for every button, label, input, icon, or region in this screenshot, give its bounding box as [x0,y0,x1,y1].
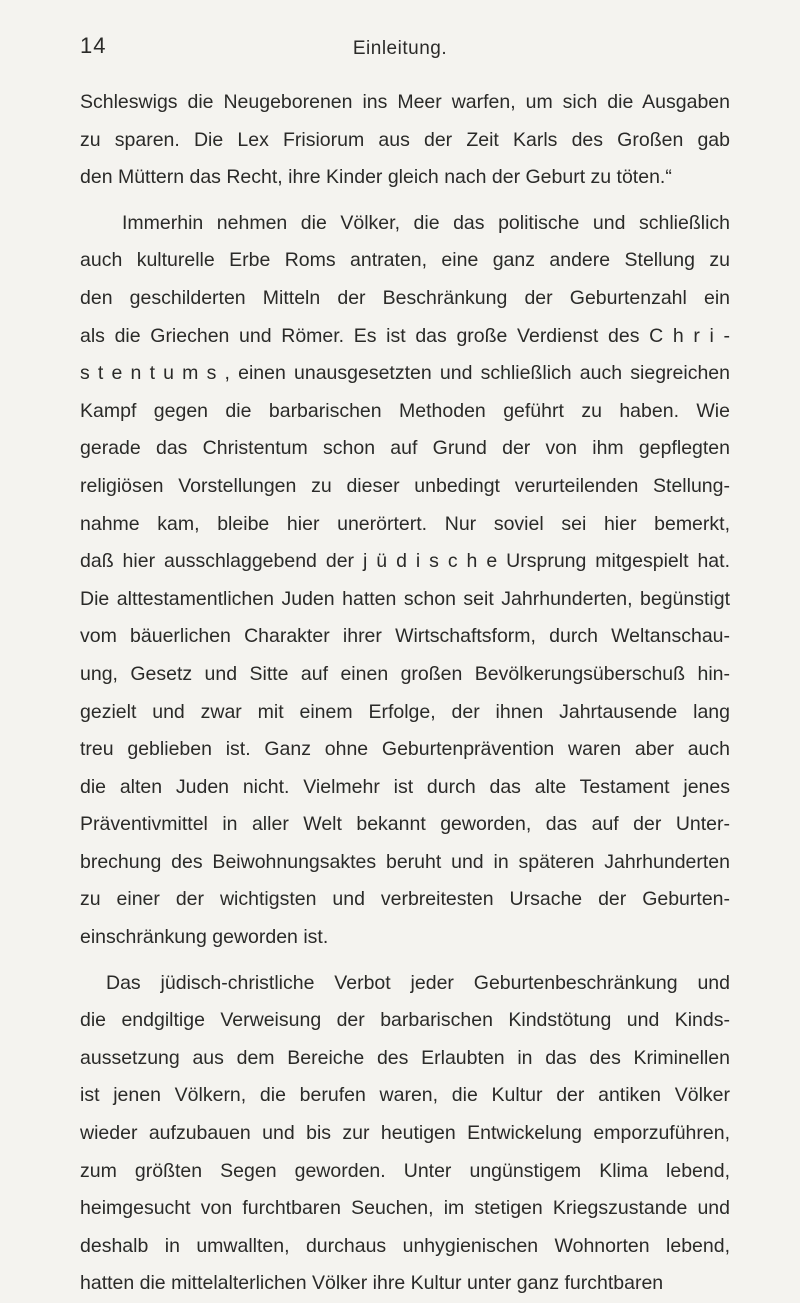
paragraph [80,84,730,197]
text-line: Immerhin nehmen die Völker, die das politische und schließlich [122,211,730,234]
text-line: zu einer der wichtigsten und verbreitesten Ursache der Geburten- [80,888,730,911]
text-line: vom bäuerlichen Charakter ihrer Wirtschaftsform, durch Weltanschau- [80,625,730,648]
text-line: Kampf gegen die barbarischen Methoden geführt zu haben. Wie [80,399,730,422]
text-line: brechung des Beiwohnungsaktes beruht und in späteren Jahrhunderten [80,850,730,873]
text-line: Die alttestamentlichen Juden hatten schon seit Jahrhunderten, begünstigt [80,587,730,610]
running-head: Einleitung. [352,38,448,59]
text-line: gerade das Christentum schon auf Grund der von ihm gepflegten [80,437,730,460]
text-line: Präventivmittel in aller Welt bekannt geworden, das auf der Unter- [80,813,730,836]
text-line: daß hier ausschlaggebend der j ü d i s c h e Ursprung mitgespielt hat. [80,550,730,573]
body-text [80,84,730,1303]
text-line: s t e n t u m s , einen unausgesetzten und schließlich auch siegreichen [80,362,730,385]
text-line: nahme kam, bleibe hier unerörtert. Nur soviel sei hier bemerkt, [80,512,730,535]
text-line: wieder aufzubauen und bis zur heutigen Entwickelung emporzuführen, [80,1122,730,1145]
text-line: zum größten Segen geworden. Unter ungünstigem Klima lebend, [80,1159,730,1182]
paragraph [80,205,730,957]
text-line: ung, Gesetz und Sitte auf einen großen Bevölkerungsüberschuß hin- [80,662,730,685]
text-line: zu sparen. Die Lex Frisiorum aus der Zeit Karls des Großen gab [80,128,730,151]
text-line: die alten Juden nicht. Vielmehr ist durch das alte Testament jenes [80,775,730,798]
text-line: Schleswigs die Neugeborenen ins Meer warfen, um sich die Ausgaben [80,91,730,113]
text-line: den geschilderten Mitteln der Beschränkung der Geburtenzahl ein [80,286,730,309]
text-line: als die Griechen und Römer. Es ist das große Verdienst des C h r i - [80,324,730,347]
text-line: gezielt und zwar mit einem Erfolge, der ihnen Jahrtausende lang [80,700,730,723]
text-line: auch kulturelle Erbe Roms antraten, eine ganz andere Stellung zu [80,249,730,272]
text-line: aussetzung aus dem Bereiche des Erlaubten in das des Kriminellen [80,1046,730,1069]
text-line: heimgesucht von furchtbaren Seuchen, im stetigen Kriegszustande und [80,1197,730,1220]
text-line: deshalb in umwallten, durchaus unhygienischen Wohnorten lebend, [80,1234,730,1257]
text-line: die endgiltige Verweisung der barbarischen Kindstötung und Kinds- [80,1009,730,1032]
text-line: Das jüdisch-christliche Verbot jeder Geburtenbeschränkung und [106,971,730,994]
page-number: 14 [80,33,107,58]
text-line: religiösen Vorstellungen zu dieser unbedingt verurteilenden Stellung- [80,474,730,497]
text-line: ist jenen Völkern, die berufen waren, die Kultur der antiken Völker [80,1084,730,1107]
text-line: den Müttern das Recht, ihre Kinder gleich nach der Geburt zu töten.“ [80,166,672,189]
text-line: einschränkung geworden ist. [80,926,329,949]
text-line: treu geblieben ist. Ganz ohne Geburtenprävention waren aber auch [80,738,730,761]
paragraph [80,965,730,1303]
text-line: hatten die mittelalterlichen Völker ihre Kultur unter ganz furchtbaren [80,1272,664,1295]
